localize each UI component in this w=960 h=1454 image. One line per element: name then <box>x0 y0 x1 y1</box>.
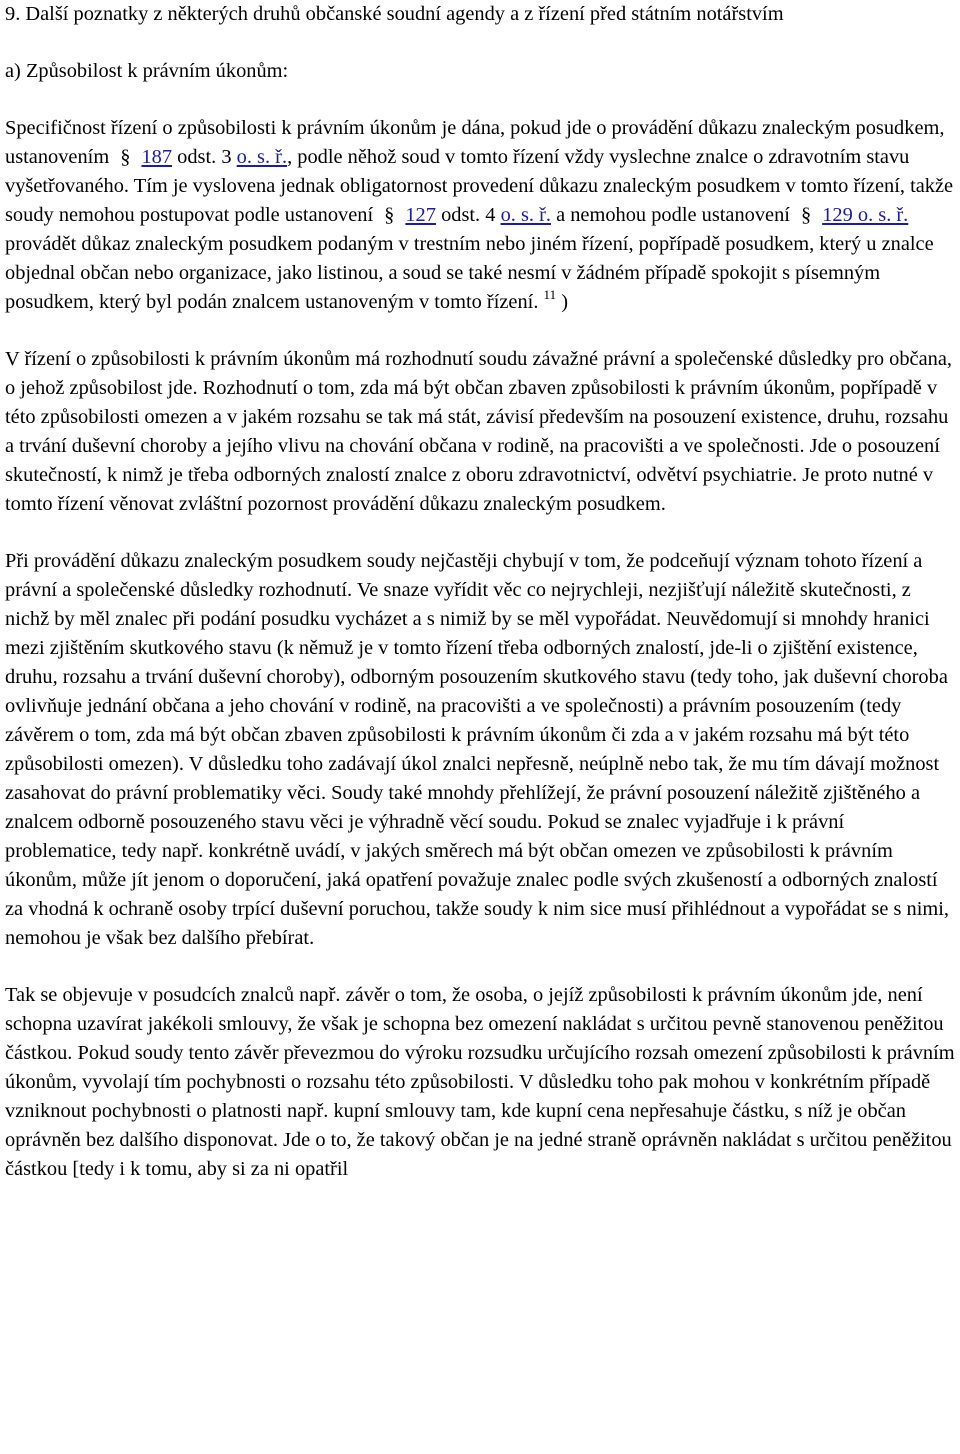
ref-link-187[interactable]: 187 <box>141 146 173 168</box>
p1-text-3: , podle něhož soud v tomto řízení vždy vyslechne znalce o zdravotním stavu vyšetřovaného. Tím je vyslovena jednak obligatornost provedení důkazu znaleckým posudkem v tomto řízení, takže soudy nemohou postupovat podle ustanovení <box>5 146 954 226</box>
ref-link-127[interactable]: 127 <box>405 204 436 226</box>
p1-text-7: ) <box>561 291 568 313</box>
footnote-marker: 11 <box>543 287 557 302</box>
p1-text-1: Specifičnost řízení o způsobilosti k právním úkonům je dána, pokud jde o provádění důkazu znaleckým posudkem, ustanovením <box>5 117 945 168</box>
section-sign: § <box>800 204 812 226</box>
p1-text-5: a nemohou podle ustanovení <box>556 204 790 226</box>
section-sign: § <box>120 146 131 168</box>
paragraph-1 <box>5 114 956 317</box>
paragraph-3: Při provádění důkazu znaleckým posudkem soudy nejčastěji chybují v tom, že podceňují význam tohoto řízení a právní a společenské důsledky rozhodnutí. Ve snaze vyřídit věc co nejrychleji, nezjišťují náležitě skutečnosti, z nichž by měl znalec při podání posudku vycházet a s nimiž by se měl vypořádat. Neuvědomují si mnohdy hranici mezi zjištěním skutkového stavu (k němuž je v tomto řízení třeba odborných znalostí, jde-li o zjištění existence, druhu, rozsahu a trvání duševní choroby), odborným posouzením skutkového stavu (tedy toho, jak duševní choroba ovlivňuje jednání občana a jeho chování v rodině, na pracovišti a ve společnosti) a právním posouzením (tedy závěrem o tom, zda má být občan zbaven způsobilosti k právním úkonům či zda a v jakém rozsahu má být této způsobilosti omezen). V důsledku toho zadávají úkol znalci nepřesně, neúplně nebo tak, že mu tím dávají možnost zasahovat do právní problematiky věci. Soudy také mnohdy přehlížejí, že právní posouzení náležitě zjištěného a znalcem odborně posouzeného stavu věci je výhradně věcí soudu. Pokud se znalec vyjadřuje i k právní problematice, tedy např. konkrétně uvádí, v jakých směrech má být občan omezen ve způsobilosti k právním úkonům, může jít jenom o doporučení, jaká opatření považuje znalec podle svých zkušeností a odborných znalostí za vhodná k ochraně osoby trpící duševní poruchou, takže soudy k nim sice musí přihlédnout a vypořádat se s nimi, nemohou je však bez dalšího přebírat. <box>5 550 949 949</box>
ref-link-129[interactable]: 129 o. s. ř. <box>822 204 909 226</box>
subsection-heading: a) Způsobilost k právním úkonům: <box>5 60 289 82</box>
p1-text-2: odst. 3 <box>177 146 232 168</box>
ref-link-osr-1[interactable]: o. s. ř. <box>236 146 288 168</box>
section-sign: § <box>384 204 395 226</box>
paragraph-4: Tak se objevuje v posudcích znalců např. závěr o tom, že osoba, o jejíž způsobilosti k právním úkonům jde, není schopna uzavírat jakékoli smlouvy, že však je schopna bez omezení nakládat s určitou pevně stanovenou peněžitou částkou. Pokud soudy tento závěr převezmou do výroku rozsudku určujícího rozsah omezení způsobilosti k právním úkonům, vyvolají tím pochybnosti o rozsahu této způsobilosti. V důsledku toho pak mohou v konkrétním případě vzniknout pochybnosti o platnosti např. kupní smlouvy tam, kde kupní cena nepřesahuje částku, s níž je občan oprávněn bez dalšího disponovat. Jde o to, že takový občan je na jedné straně oprávněn nakládat s určitou peněžitou částkou [tedy i k tomu, aby si za ni opatřil <box>5 984 955 1180</box>
p1-text-4: odst. 4 <box>441 204 496 226</box>
section-heading: 9. Další poznatky z některých druhů občanské soudní agendy a z řízení před státním notářstvím <box>5 3 784 25</box>
ref-link-osr-2[interactable]: o. s. ř. <box>500 204 551 226</box>
paragraph-2: V řízení o způsobilosti k právním úkonům má rozhodnutí soudu závažné právní a společenské důsledky pro občana, o jehož způsobilost jde. Rozhodnutí o tom, zda má být občan zbaven způsobilosti k právním úkonům, popřípadě v této způsobilosti omezen a v jakém rozsahu se tak má stát, závisí především na posouzení existence, druhu, rozsahu a trvání duševní choroby a jejího vlivu na chování občana v rodině, na pracovišti a ve společnosti. Jde o posouzení skutečností, k nimž je třeba odborných znalostí znalce z oboru zdravotnictví, odvětví psychiatrie. Je proto nutné v tomto řízení věnovat zvláštní pozornost provádění důkazu znaleckým posudkem. <box>5 348 952 515</box>
p1-text-6: provádět důkaz znaleckým posudkem podaným v trestním nebo jiném řízení, popřípadě posudkem, který u znalce objednal občan nebo organizace, jako listinou, a soud se také nesmí v žádném případě spokojit s písemným posudkem, který byl podán znalcem ustanoveným v tomto řízení. <box>5 233 934 313</box>
